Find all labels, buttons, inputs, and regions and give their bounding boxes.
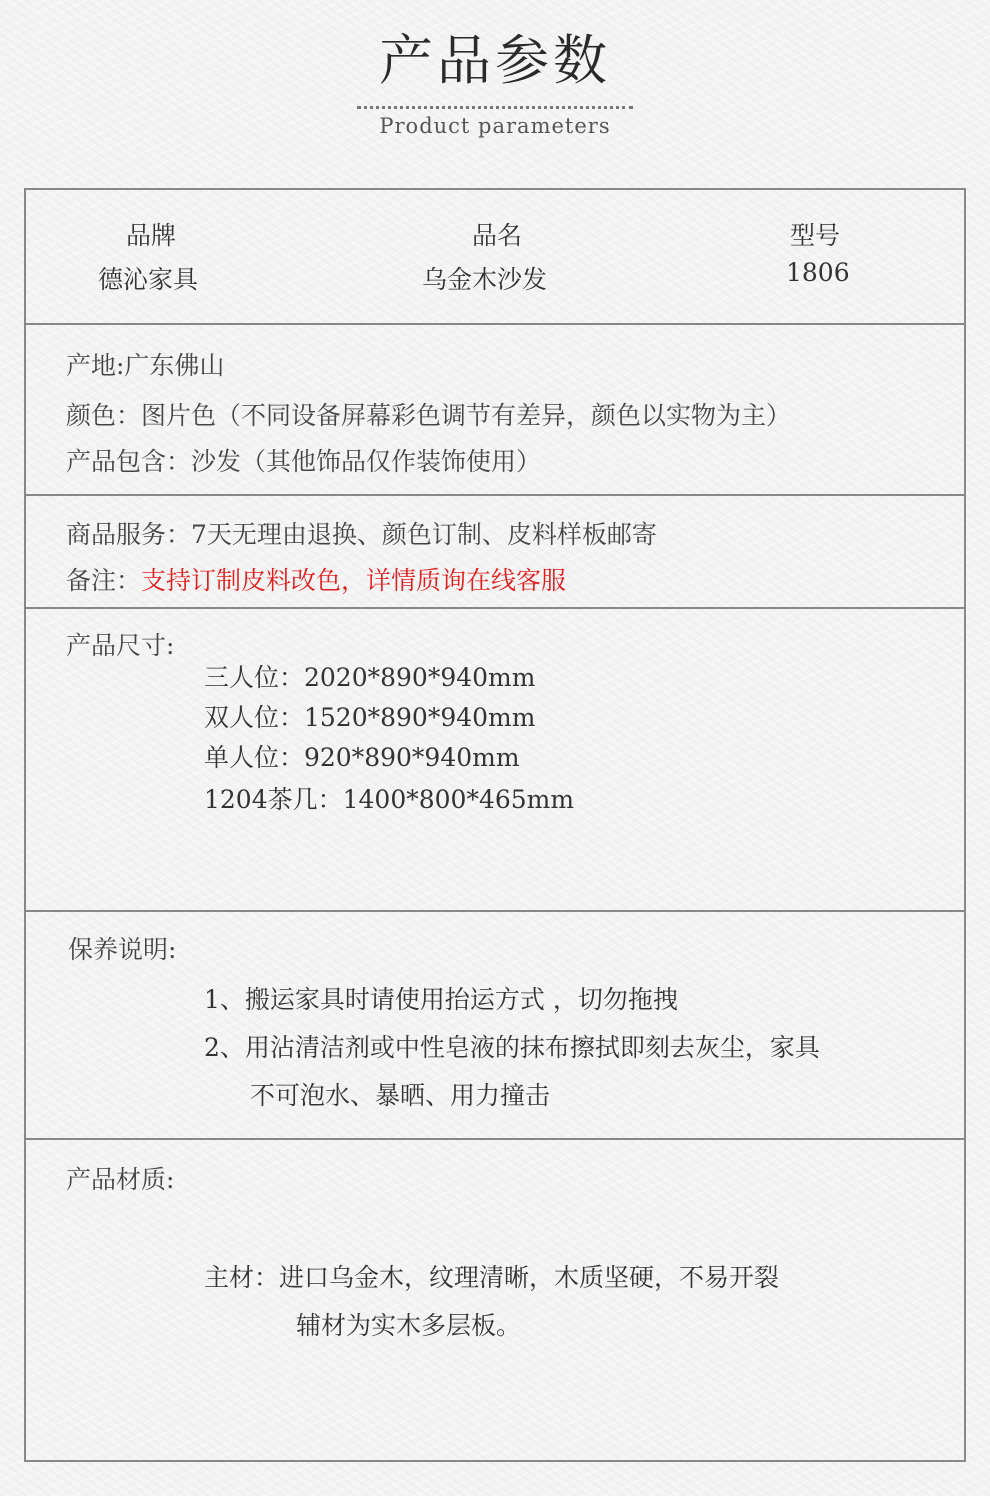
row-divider	[26, 607, 964, 609]
page-title: 产品参数	[379, 29, 611, 92]
note-text: 支持订制皮料改色，详情质询在线客服	[141, 566, 567, 595]
material-line: 主材：进口乌金木，纹理清晰，木质坚硬，不易开裂	[204, 1263, 780, 1292]
size-item: 三人位：2020*890*940mm	[204, 663, 536, 692]
note-line	[66, 561, 566, 597]
row-divider	[26, 323, 964, 325]
row-divider	[26, 494, 964, 496]
row-divider	[26, 910, 964, 912]
material-line: 辅材为实木多层板。	[296, 1311, 522, 1340]
brand-label: 品牌	[126, 221, 177, 250]
care-label: 保养说明:	[68, 935, 177, 964]
size-item: 1204茶几：1400*800*465mm	[204, 785, 575, 814]
product-name-label: 品名	[472, 221, 523, 250]
size-label: 产品尺寸:	[66, 631, 175, 660]
row-divider	[26, 1138, 964, 1140]
page-subtitle: Product parameters	[379, 114, 611, 138]
care-line: 不可泡水、暴晒、用力撞击	[250, 1081, 551, 1110]
model-value: 1806	[786, 258, 850, 287]
size-item: 双人位：1520*890*940mm	[204, 703, 536, 732]
care-line: 2、用沾清洁剂或中性皂液的抹布擦拭即刻去灰尘，家具	[204, 1033, 820, 1062]
size-item: 单人位：920*890*940mm	[204, 743, 520, 772]
color-text: 颜色：图片色（不同设备屏幕彩色调节有差异，颜色以实物为主）	[66, 401, 792, 430]
parameters-table	[24, 188, 966, 1462]
contents-text: 产品包含：沙发（其他饰品仅作装饰使用）	[66, 447, 542, 476]
brand-value: 德沁家具	[98, 265, 199, 294]
model-label: 型号	[790, 221, 841, 250]
care-line: 1、搬运家具时请使用抬运方式 ，切勿拖拽	[204, 985, 678, 1014]
title-dotted-divider	[357, 106, 633, 109]
service-text: 商品服务：7天无理由退换、颜色订制、皮料样板邮寄	[66, 520, 657, 549]
material-label: 产品材质:	[66, 1165, 175, 1194]
note-label: 备注：	[66, 566, 142, 595]
product-name-value: 乌金木沙发	[422, 265, 548, 294]
origin-text: 产地:广东佛山	[66, 351, 225, 380]
